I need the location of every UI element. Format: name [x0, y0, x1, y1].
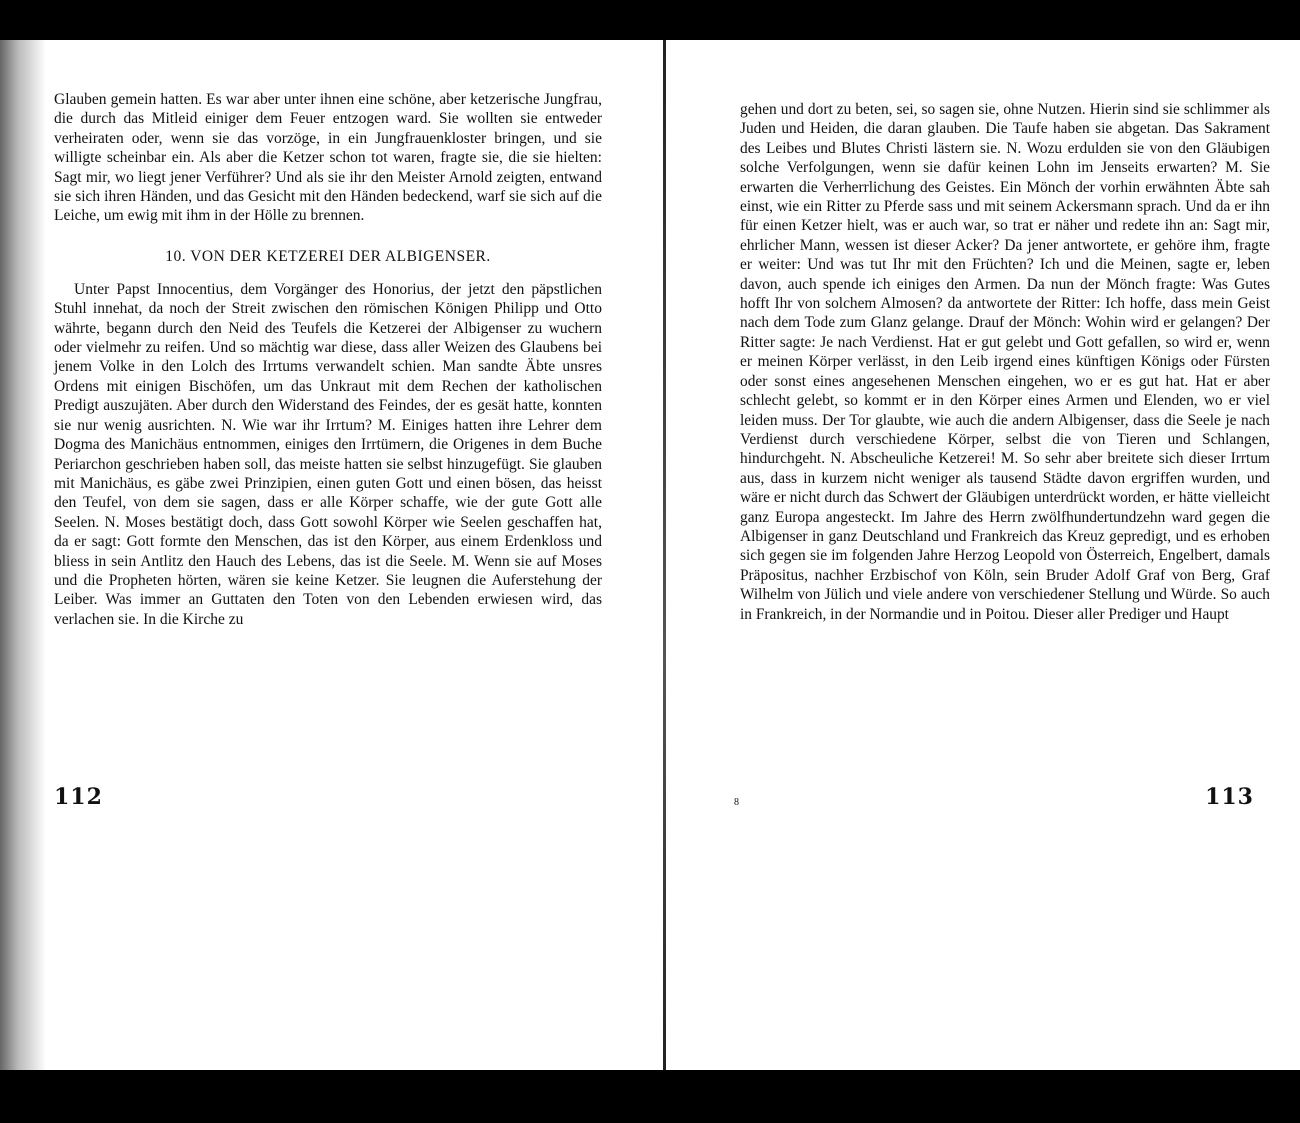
page-number-right: 113: [1205, 784, 1254, 810]
chapter-paragraph: Unter Papst Innocentius, dem Vorgänger des Honorius, der jetzt den päpstlichen Stuhl innehat, da noch der Streit zwischen den römischen Königen Philipp und Otto währte, begann durch den Neid des Teufels die Ketzerei der Albigenser zu wuchern oder vielmehr zu reifen. Und so mächtig war diese, dass aller Weizen des Glaubens bei jenem Volke in den Lolch des Irrtums verwandelt schien. Man sandte Äbte unsres Ordens mit einigen Bischöfen, um das Unkraut mit dem Rechen der katholischen Predigt auszujäten. Aber durch den Widerstand des Feindes, der es gesät hatte, konnten sie nur wenig ausrichten. N. Wie war ihr Irrtum? M. Einiges hatten ihre Lehrer dem Dogma des Manichäus entnommen, einiges den Irrtümern, die Origenes in dem Buche Periarchon geschrieben haben soll, das meiste hatten sie selbst hinzugefügt. Sie glauben mit Manichäus, es gäbe zwei Prinzipien, einen guten Gott und einen bösen, das heisst den Teufel, von dem sie sagen, dass er alle Körper schaffe, wie der gute Gott alle Seelen. N. Moses bestätigt doch, dass Gott sowohl Körper wie Seelen geschaffen hat, da er sagt: Gott formte den Menschen, das ist den Körper, aus einem Erdenkloss und bliess in sein Antlitz den Hauch des Lebens, das ist die Seele. M. Wenn sie auf Moses und die Propheten hörten, wären sie keine Ketzer. Sie leugnen die Auferstehung der Leiber. Was immer an Guttaten den Toten von den Lebenden erwiesen wird, das verlachen sie. In die Kirche zu: [54, 280, 602, 628]
book-spread: [0, 40, 1300, 1070]
page-edge-shadow: [0, 40, 46, 1070]
left-page: [0, 40, 660, 1070]
opening-paragraph: Glauben gemein hatten. Es war aber unter ihnen eine schöne, aber ketzerische Jungfrau, die durch das Mitleid einiger dem Feuer entzogen ward. Sie wollten sie entweder verheiraten oder, wenn sie das vorzöge, in ein Jungfrauenkloster bringen, und sie willigte scheinbar ein. Als aber die Ketzer schon tot waren, fragte sie, die sie hielten: Sagt mir, wo liegt jener Verführer? Und als sie ihr den Meister Arnold zeigten, entwand sie sich ihren Händen, und das Gesicht mit den Händen bedeckend, warf sie sich auf die Leiche, um ewig mit ihm in der Hölle zu brennen.: [54, 91, 602, 225]
page-number-left: 112: [54, 784, 103, 810]
right-page: [660, 40, 1300, 1070]
signature-mark: 8: [734, 797, 739, 808]
chapter-heading: 10. VON DER KETZEREI DER ALBIGENSER.: [165, 247, 491, 265]
continuation-paragraph: gehen und dort zu beten, sei, so sagen sie, ohne Nutzen. Hierin sind sie schlimmer als Juden und Heiden, die daran glauben. Die Taufe haben sie abgetan. Das Sakrament des Leibes und Blutes Christi lästern sie. N. Wozu erdulden sie von den Gläubigen solche Verfolgungen, wenn sie dafür keinen Lohn im Jenseits erwarten? M. Sie erwarten die Verherrlichung des Geistes. Ein Mönch der vorhin erwähnten Äbte sah einst, wie ein Ritter zu Pferde sass und mit seinem Ackersmann sprach. Und da er ihn für einen Ketzer hielt, was er auch war, so trat er näher und redete ihn an: Sagt mir, ehrlicher Mann, wessen ist dieser Acker? Da jener antwortete, er gehöre ihm, fragte er weiter: Und was tut Ihr mit den Früchten? Ich und die Meinen, sagte er, leben davon, auch spende ich einiges den Armen. Da nun der Mönch fragte: Was Gutes hofft Ihr von solchem Almosen? da antwortete der Ritter: Ich hoffe, dass mein Geist nach dem Tode zum Glanz gelange. Drauf der Mönch: Wohin wird er gelangen? Der Ritter sagte: Je nach Verdienst. Hat er gut gelebt und Gott gefallen, so wird er, wenn er meinen Körper verlässt, in den Leib irgend eines künftigen Königs oder Fürsten oder sonst eines angesehenen Menschen eingehen, wo er es gut hat. Hat er aber schlecht gelebt, so kommt er in den Körper eines Armen und Elenden, wo er viel leiden muss. Der Tor glaubte, wie auch die andern Albigenser, dass die Seele je nach Verdienst durch verschiedene Körper, selbst die von Tieren und Schlangen, hindurchgeht. N. Abscheuliche Ketzerei! M. So sehr aber breitete sich dieser Irrtum aus, dass in kurzem nicht weniger als tausend Städte davon ergriffen wurden, und wäre er nicht durch das Schwert der Gläubigen unterdrückt worden, er hätte vielleicht ganz Europa angesteckt. Im Jahre des Herrn zwölfhundertundzehn ward gegen die Albigenser in ganz Deutschland und Frankreich das Kreuz gepredigt, und es erhoben sich gegen sie im folgenden Jahre Herzog Leopold von Österreich, Engelbert, damals Präpositus, nachher Erzbischof von Köln, sein Bruder Adolf Graf von Berg, Graf Wilhelm von Jülich und viele andere von verschiedener Stellung und Würde. So auch in Frankreich, in der Normandie und in Poitou. Dieser aller Prediger und Haupt: [740, 101, 1270, 623]
